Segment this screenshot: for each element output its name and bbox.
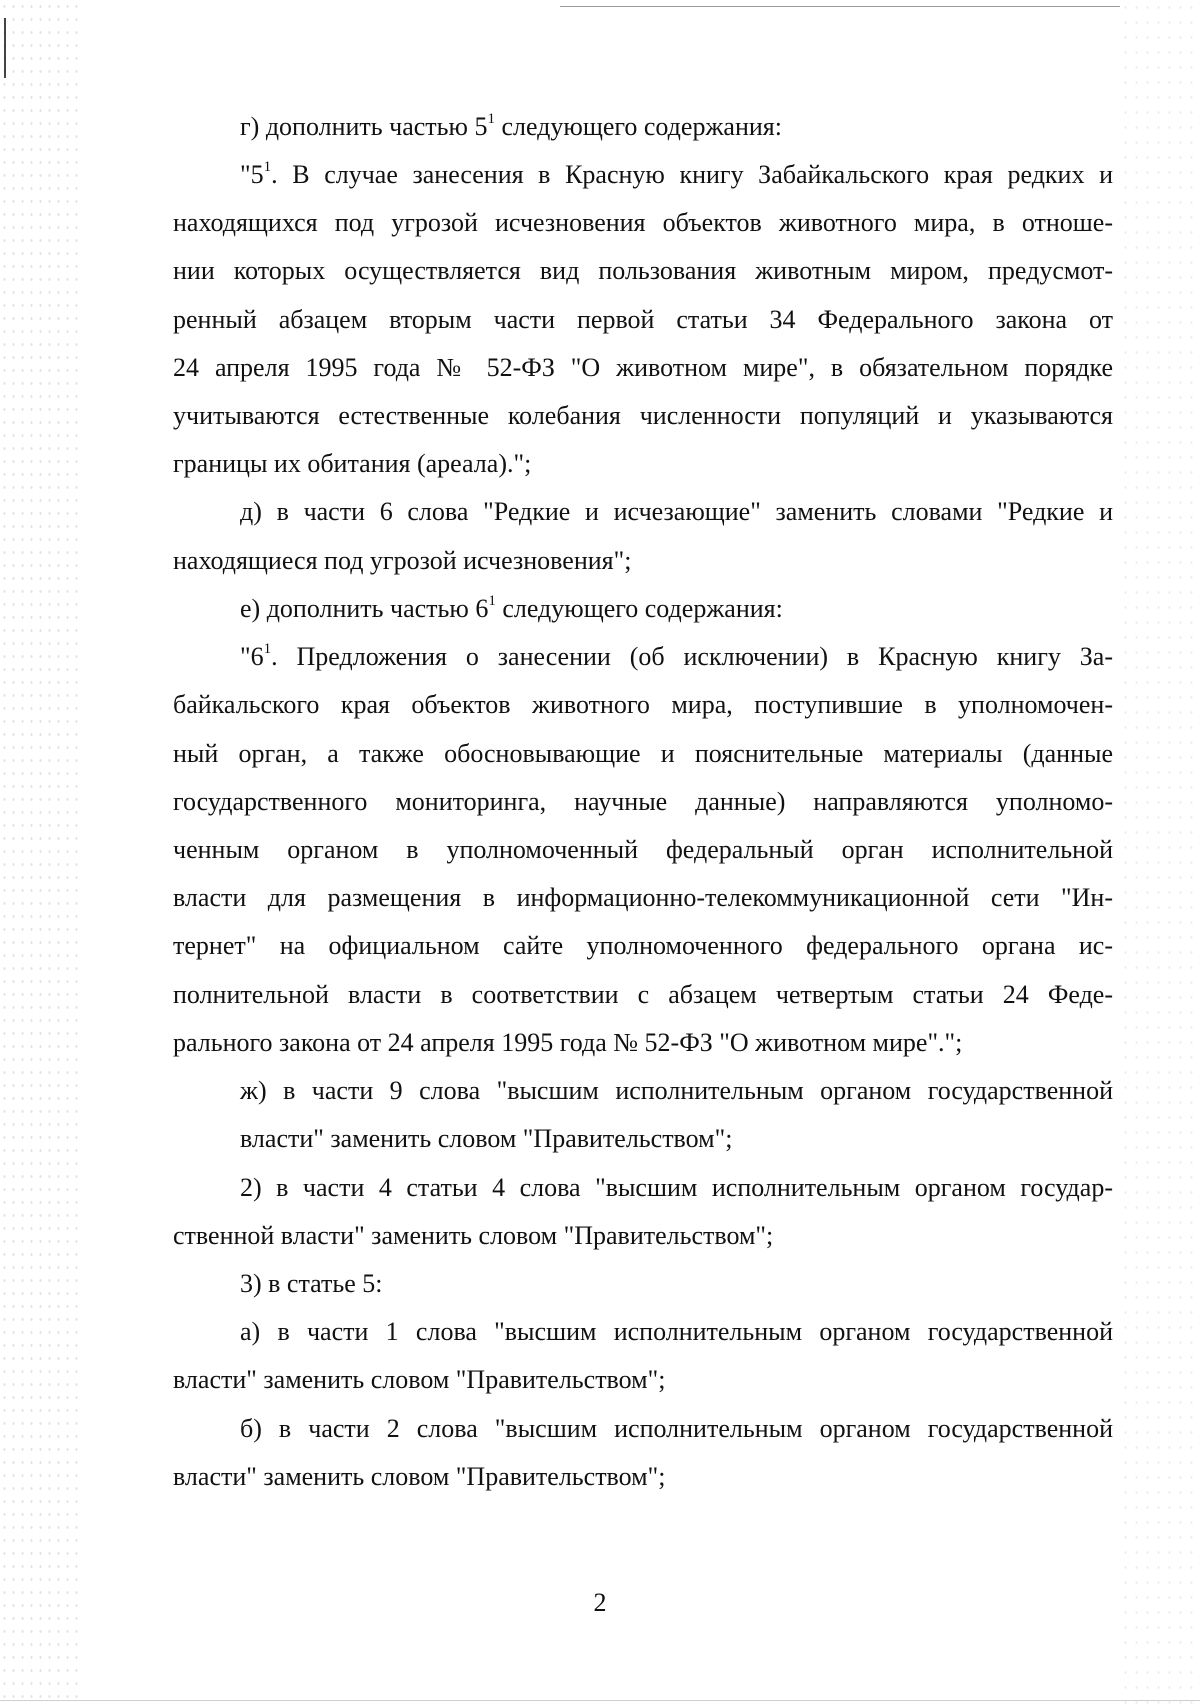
scan-edge-mark	[4, 18, 6, 78]
document-line: ственной власти" заменить словом "Правительством";	[173, 1221, 774, 1250]
document-line: "$5^1$. В случае занесения в Красную книгу Забайкальского края редких и	[240, 159, 1113, 189]
document-line: "$6^1$. Предложения о занесении (об исключении) в Красную книгу За-	[240, 641, 1113, 671]
document-line: власти для размещения в информационно-телекоммуникационной сети "Ин-	[173, 883, 1113, 912]
scan-bottom-line	[0, 1700, 1200, 1701]
document-line: е) дополнить частью $6^1$ следующего содержания:	[240, 593, 783, 623]
document-line: учитываются естественные колебания численности популяций и указываются	[173, 401, 1113, 430]
document-line: ный орган, а также обосновывающие и пояснительные материалы (данные	[173, 739, 1113, 768]
document-line: находящихся под угрозой исчезновения объектов животного мира, в отноше-	[173, 208, 1113, 237]
document-line: ченным органом в уполномоченный федеральный орган исполнительной	[173, 835, 1113, 864]
document-line: а) в части 1 слова "высшим исполнительным органом государственной	[240, 1317, 1113, 1346]
document-line: б) в части 2 слова "высшим исполнительным органом государственной	[240, 1414, 1113, 1443]
document-line: г) дополнить частью $5^1$ следующего содержания:	[240, 111, 782, 141]
document-line: власти" заменить словом "Правительством";	[173, 1462, 666, 1491]
document-line: байкальского края объектов животного мира, поступившие в уполномочен-	[173, 690, 1113, 719]
document-line: ренный абзацем вторым части первой статьи 34 Федерального закона от	[173, 305, 1113, 334]
document-line: 24 апреля 1995 года № 52-ФЗ "О животном мире", в обязательном порядке	[173, 353, 1113, 382]
scan-top-line	[560, 6, 1120, 7]
document-line: ж) в части 9 слова "высшим исполнительным органом государственной	[240, 1076, 1113, 1105]
document-line: д) в части 6 слова "Редкие и исчезающие" заменить словами "Редкие и	[240, 497, 1113, 526]
scan-noise-right	[1120, 0, 1200, 1707]
document-line: 2) в части 4 статьи 4 слова "высшим исполнительным органом государ-	[240, 1173, 1113, 1202]
document-line: рального закона от 24 апреля 1995 года № 52-ФЗ "О животном мире".";	[173, 1028, 963, 1057]
document-line: государственного мониторинга, научные данные) направляются уполномо-	[173, 787, 1113, 816]
page-number: 2	[593, 1588, 607, 1617]
document-line: власти" заменить словом "Правительством";	[173, 1365, 666, 1394]
document-line: 3) в статье 5:	[240, 1269, 383, 1298]
document-line: находящиеся под угрозой исчезновения";	[173, 546, 632, 575]
document-line: нии которых осуществляется вид пользования животным миром, предусмот-	[173, 256, 1113, 285]
document-line: границы их обитания (ареала).";	[173, 449, 532, 478]
document-line: власти" заменить словом "Правительством";	[240, 1124, 733, 1153]
scan-noise-left	[0, 0, 80, 1707]
document-line: тернет" на официальном сайте уполномоченного федерального органа ис-	[173, 931, 1113, 960]
document-line: полнительной власти в соответствии с абзацем четвертым статьи 24 Феде-	[173, 980, 1113, 1009]
